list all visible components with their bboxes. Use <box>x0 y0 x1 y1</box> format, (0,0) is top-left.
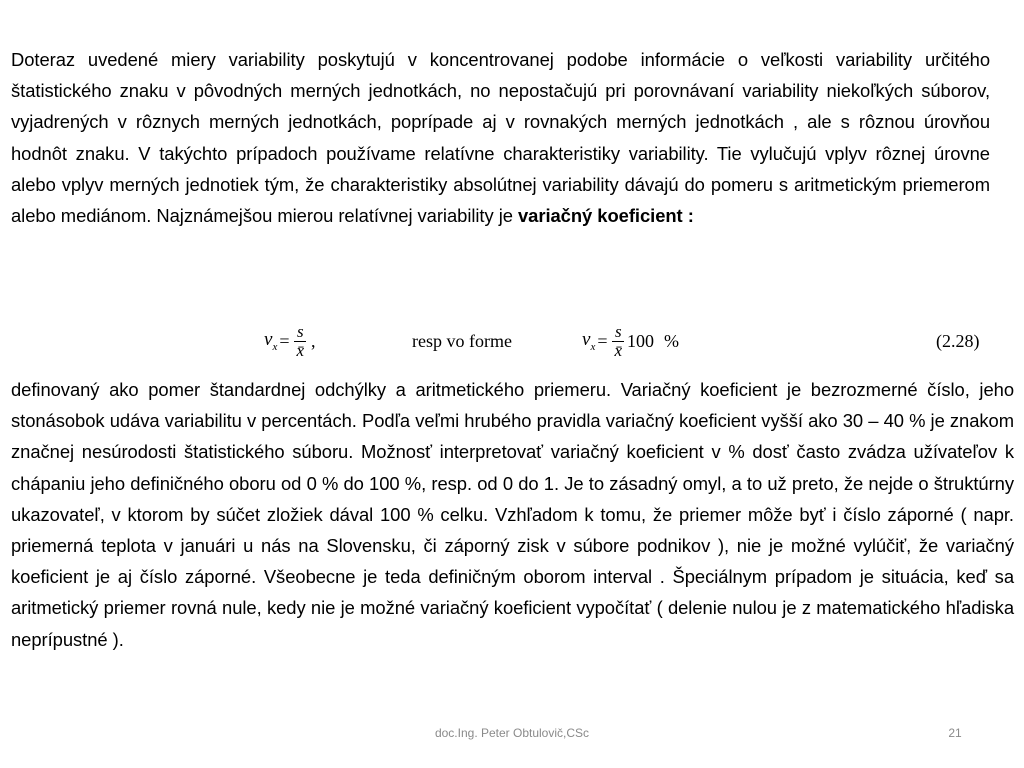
formula-fraction-1: $\frac{s}{x̄}$ <box>296 321 305 360</box>
formula-equals-2: = <box>597 330 608 351</box>
formula-fraction-2: $\frac{s}{x̄}$ <box>614 321 623 360</box>
formula-comma: , <box>311 330 316 351</box>
intro-text: Doteraz uvedené miery variability poskytujú v koncentrovanej podobe informácie o veľkosti variability určitého štatistického znaku v pôvodných merných jednotkách, no nepostačujú pri porovnávaní variability niekoľkých súborov, vyjadrených v rôznych merných jednotkách, poprípade aj v rovnakých merných jednotkách , ale s rôznou úrovňou hodnôt znaku. V takýchto prípadoch používame relatívne charakteristiky variability. Tie vylučujú vplyv rôznej úrovne alebo vplyv merných jednotiek tým, že charakteristiky absolútnej variability dávajú do pomeru s aritmetickým priemerom alebo mediánom. Najznámejšou mierou relatívnej variability je <box>11 49 990 227</box>
formula-left <box>264 318 318 364</box>
formula-percent: % <box>664 330 680 351</box>
intro-paragraph <box>11 44 990 231</box>
formula-number: (2.28) <box>936 330 980 351</box>
page-number: 21 <box>948 726 962 740</box>
formula-resp-text: resp vo forme <box>412 330 512 351</box>
formula-2-28 <box>258 318 1004 364</box>
formula-equals-1: = <box>279 330 290 351</box>
formula-lhs-1: $v_x$ <box>264 329 278 353</box>
definition-paragraph: definovaný ako pomer štandardnej odchýlky a aritmetického priemeru. Variačný koeficient je bezrozmerné číslo, jeho stonásobok udáva variabilitu v percentách. Podľa veľmi hrubého pravidla variačný koeficient vyšší ako 30 – 40 % je znakom značnej nesúrodosti štatistického súboru. Možnosť interpretovať variačný koeficient v % dosť často zvádza užívateľov k chápaniu jeho definičného oboru od 0 % do 100 %, resp. od 0 do 1. Je to zásadný omyl, a to už preto, že nejde o štruktúrny ukazovateľ, v ktorom by súčet zložiek dával 100 % celku. Vzhľadom k tomu, že priemer môže byť i číslo záporné ( napr. priemerná teplota v januári u nás na Slovensku, či záporný zisk v súbore podnikov ), nie je možné vylúčiť, že variačný koeficient je aj číslo záporné. Všeobecne je teda definičným oborom interval . Špeciálnym prípadom je situácia, keď sa aritmetický priemer rovná nule, kedy nie je možné variačný koeficient vypočítať ( delenie nulou je z matematického hľadiska neprípustné ). <box>11 379 1014 650</box>
formula-right <box>582 318 679 364</box>
formula-lhs-2: $v_x$ <box>582 329 596 353</box>
formula-hundred: 100 <box>627 330 655 351</box>
term-variation-coefficient: variačný koeficient : <box>517 205 694 227</box>
footer-author: doc.Ing. Peter Obtulovič,CSc <box>434 726 590 740</box>
